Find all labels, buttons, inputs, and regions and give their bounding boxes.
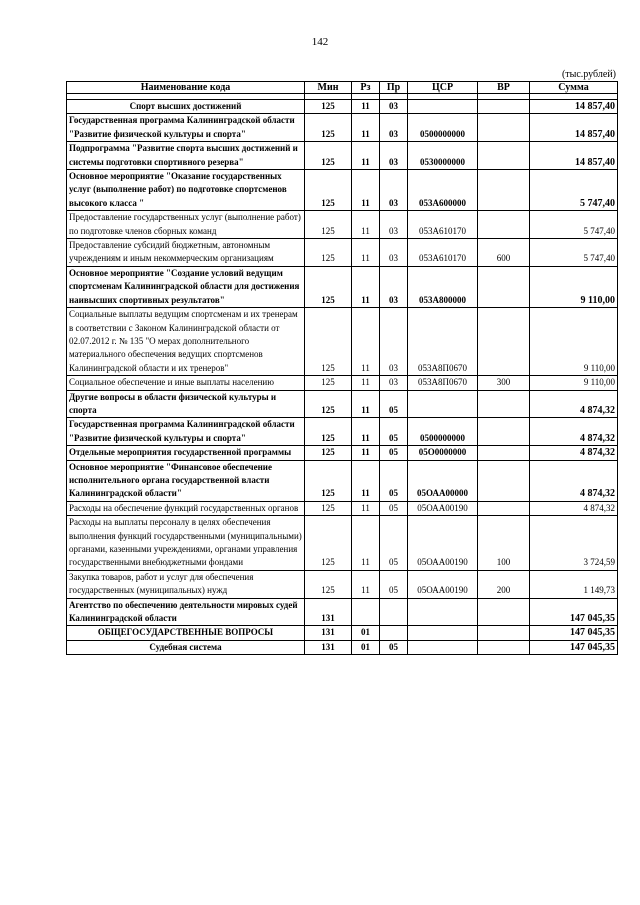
cell-min: 125 <box>305 114 352 142</box>
cell-min: 125 <box>305 142 352 170</box>
table-row <box>67 516 618 571</box>
cell-csr: 053А610170 <box>408 239 478 267</box>
cell-csr <box>408 100 478 114</box>
cell-pr: 05 <box>380 390 408 418</box>
cell-min: 125 <box>305 266 352 307</box>
cell-rz: 11 <box>352 418 380 446</box>
cell-vr <box>478 266 530 307</box>
cell-vr <box>478 446 530 460</box>
cell-vr <box>478 626 530 640</box>
header-csr: ЦСР <box>408 82 478 94</box>
cell-name: Закупка товаров, работ и услуг для обеспечения государственных (муниципальных) нужд <box>67 570 305 598</box>
cell-min: 125 <box>305 211 352 239</box>
cell-sum: 3 724,59 <box>530 516 618 571</box>
cell-rz: 01 <box>352 626 380 640</box>
cell-pr <box>380 598 408 626</box>
cell-name: Подпрограмма "Развитие спорта высших достижений и системы подготовки спортивного резерва" <box>67 142 305 170</box>
table-row <box>67 100 618 114</box>
cell-pr: 05 <box>380 460 408 501</box>
cell-rz: 11 <box>352 570 380 598</box>
cell-rz: 11 <box>352 390 380 418</box>
cell-name: Расходы на выплаты персоналу в целях обеспечения выполнения функций государственными (муниципальными) органами, казенными учреждениями, органами управления государственными внебюджетными фондами <box>67 516 305 571</box>
cell-name: Агентство по обеспечению деятельности мировых судей Калининградской области <box>67 598 305 626</box>
cell-sum: 147 045,35 <box>530 640 618 654</box>
cell-name: Государственная программа Калининградской области "Развитие физической культуры и спорта" <box>67 418 305 446</box>
table-row <box>67 598 618 626</box>
cell-csr: 0500000000 <box>408 418 478 446</box>
units-label: (тыс.рублей) <box>561 69 616 80</box>
table-body <box>67 100 618 655</box>
cell-name: Отдельные мероприятия государственной программы <box>67 446 305 460</box>
cell-name: Предоставление субсидий бюджетным, автономным учреждениям и иным некоммерческим организациям <box>67 239 305 267</box>
table-row <box>67 376 618 390</box>
cell-vr <box>478 390 530 418</box>
cell-rz: 11 <box>352 142 380 170</box>
cell-csr: 053А600000 <box>408 170 478 211</box>
cell-pr: 05 <box>380 501 408 515</box>
cell-pr: 05 <box>380 418 408 446</box>
cell-min: 125 <box>305 501 352 515</box>
cell-rz: 11 <box>352 460 380 501</box>
cell-csr <box>408 640 478 654</box>
table-row <box>67 570 618 598</box>
cell-pr: 05 <box>380 570 408 598</box>
cell-rz: 11 <box>352 100 380 114</box>
cell-min: 125 <box>305 390 352 418</box>
cell-min: 125 <box>305 100 352 114</box>
cell-name: Основное мероприятие "Финансовое обеспечение исполнительного органа государственной власти Калининградской области" <box>67 460 305 501</box>
cell-name: Основное мероприятие "Создание условий ведущим спортсменам Калининградской области для достижения наивысших спортивных результатов" <box>67 266 305 307</box>
cell-rz: 11 <box>352 516 380 571</box>
budget-table <box>66 81 618 655</box>
cell-rz: 11 <box>352 211 380 239</box>
header-vr: ВР <box>478 82 530 94</box>
cell-sum: 5 747,40 <box>530 170 618 211</box>
cell-csr: 053А610170 <box>408 211 478 239</box>
cell-sum: 14 857,40 <box>530 114 618 142</box>
cell-pr: 05 <box>380 516 408 571</box>
cell-min: 125 <box>305 376 352 390</box>
cell-rz: 11 <box>352 239 380 267</box>
cell-csr: 05ОАА00190 <box>408 516 478 571</box>
cell-rz <box>352 598 380 626</box>
cell-pr: 03 <box>380 170 408 211</box>
cell-name: Социальное обеспечение и иные выплаты населению <box>67 376 305 390</box>
table-row <box>67 640 618 654</box>
cell-rz: 11 <box>352 114 380 142</box>
cell-vr <box>478 501 530 515</box>
cell-vr <box>478 211 530 239</box>
cell-rz: 11 <box>352 170 380 211</box>
cell-vr: 100 <box>478 516 530 571</box>
table-header-row <box>67 82 618 94</box>
cell-vr <box>478 460 530 501</box>
table-row <box>67 418 618 446</box>
cell-pr: 03 <box>380 376 408 390</box>
cell-rz: 01 <box>352 640 380 654</box>
cell-min: 125 <box>305 460 352 501</box>
cell-rz: 11 <box>352 446 380 460</box>
cell-vr <box>478 170 530 211</box>
cell-min: 125 <box>305 516 352 571</box>
cell-sum: 4 874,32 <box>530 418 618 446</box>
cell-min: 125 <box>305 308 352 376</box>
cell-vr <box>478 114 530 142</box>
cell-sum: 4 874,32 <box>530 460 618 501</box>
cell-vr: 200 <box>478 570 530 598</box>
cell-csr: 05ОАА00190 <box>408 501 478 515</box>
cell-name: ОБЩЕГОСУДАРСТВЕННЫЕ ВОПРОСЫ <box>67 626 305 640</box>
cell-csr <box>408 598 478 626</box>
table-row <box>67 446 618 460</box>
table-row <box>67 626 618 640</box>
cell-name: Судебная система <box>67 640 305 654</box>
cell-csr: 053А8П0670 <box>408 308 478 376</box>
cell-sum: 9 110,00 <box>530 308 618 376</box>
cell-sum: 14 857,40 <box>530 100 618 114</box>
table-row <box>67 460 618 501</box>
cell-vr <box>478 308 530 376</box>
cell-vr <box>478 142 530 170</box>
cell-vr <box>478 100 530 114</box>
cell-vr: 300 <box>478 376 530 390</box>
table-row <box>67 390 618 418</box>
cell-rz: 11 <box>352 501 380 515</box>
cell-min: 125 <box>305 170 352 211</box>
cell-min: 125 <box>305 570 352 598</box>
table-row <box>67 142 618 170</box>
cell-name: Социальные выплаты ведущим спортсменам и их тренерам в соответствии с Законом Калининградской области от 02.07.2012 г. № 135 "О мерах дополнительного материального обеспечения ведущих спортсменов Калининградской области и их тренеров" <box>67 308 305 376</box>
cell-csr: 053А8П0670 <box>408 376 478 390</box>
cell-sum: 5 747,40 <box>530 239 618 267</box>
header-min: Мин <box>305 82 352 94</box>
cell-csr <box>408 390 478 418</box>
cell-min: 131 <box>305 626 352 640</box>
cell-vr: 600 <box>478 239 530 267</box>
cell-pr: 05 <box>380 446 408 460</box>
cell-sum: 5 747,40 <box>530 211 618 239</box>
cell-name: Предоставление государственных услуг (выполнение работ) по подготовке членов сборных команд <box>67 211 305 239</box>
cell-pr: 03 <box>380 308 408 376</box>
cell-name: Другие вопросы в области физической культуры и спорта <box>67 390 305 418</box>
cell-rz: 11 <box>352 266 380 307</box>
table-row <box>67 170 618 211</box>
header-pr: Пр <box>380 82 408 94</box>
cell-pr <box>380 626 408 640</box>
cell-sum: 4 874,32 <box>530 446 618 460</box>
cell-pr: 03 <box>380 211 408 239</box>
cell-pr: 03 <box>380 142 408 170</box>
cell-pr: 03 <box>380 239 408 267</box>
cell-sum: 147 045,35 <box>530 626 618 640</box>
cell-min: 131 <box>305 640 352 654</box>
cell-min: 131 <box>305 598 352 626</box>
cell-rz: 11 <box>352 376 380 390</box>
cell-sum: 9 110,00 <box>530 376 618 390</box>
cell-sum: 4 874,32 <box>530 390 618 418</box>
header-name: Наименование кода <box>67 82 305 94</box>
cell-pr: 03 <box>380 266 408 307</box>
cell-sum: 14 857,40 <box>530 142 618 170</box>
cell-name: Государственная программа Калининградской области "Развитие физической культуры и спорта" <box>67 114 305 142</box>
page-number: 142 <box>311 36 329 48</box>
cell-vr <box>478 640 530 654</box>
cell-vr <box>478 418 530 446</box>
cell-csr: 053А800000 <box>408 266 478 307</box>
table-row <box>67 114 618 142</box>
cell-csr <box>408 626 478 640</box>
cell-sum: 1 149,73 <box>530 570 618 598</box>
cell-pr: 05 <box>380 640 408 654</box>
table-row <box>67 501 618 515</box>
cell-pr: 03 <box>380 100 408 114</box>
cell-vr <box>478 598 530 626</box>
cell-sum: 9 110,00 <box>530 266 618 307</box>
table-row <box>67 308 618 376</box>
cell-name: Основное мероприятие "Оказание государственных услуг (выполнение работ) по подготовке спортсменов высокого класса " <box>67 170 305 211</box>
cell-min: 125 <box>305 446 352 460</box>
cell-min: 125 <box>305 418 352 446</box>
cell-name: Спорт высших достижений <box>67 100 305 114</box>
header-sum: Сумма <box>530 82 618 94</box>
cell-csr: 05О0000000 <box>408 446 478 460</box>
cell-csr: 0530000000 <box>408 142 478 170</box>
cell-csr: 0500000000 <box>408 114 478 142</box>
cell-sum: 4 874,32 <box>530 501 618 515</box>
table-row <box>67 266 618 307</box>
cell-min: 125 <box>305 239 352 267</box>
cell-csr: 05ОАА00000 <box>408 460 478 501</box>
table-row <box>67 211 618 239</box>
cell-sum: 147 045,35 <box>530 598 618 626</box>
cell-pr: 03 <box>380 114 408 142</box>
cell-rz: 11 <box>352 308 380 376</box>
table-row <box>67 239 618 267</box>
header-rz: Рз <box>352 82 380 94</box>
cell-csr: 05ОАА00190 <box>408 570 478 598</box>
cell-name: Расходы на обеспечение функций государственных органов <box>67 501 305 515</box>
